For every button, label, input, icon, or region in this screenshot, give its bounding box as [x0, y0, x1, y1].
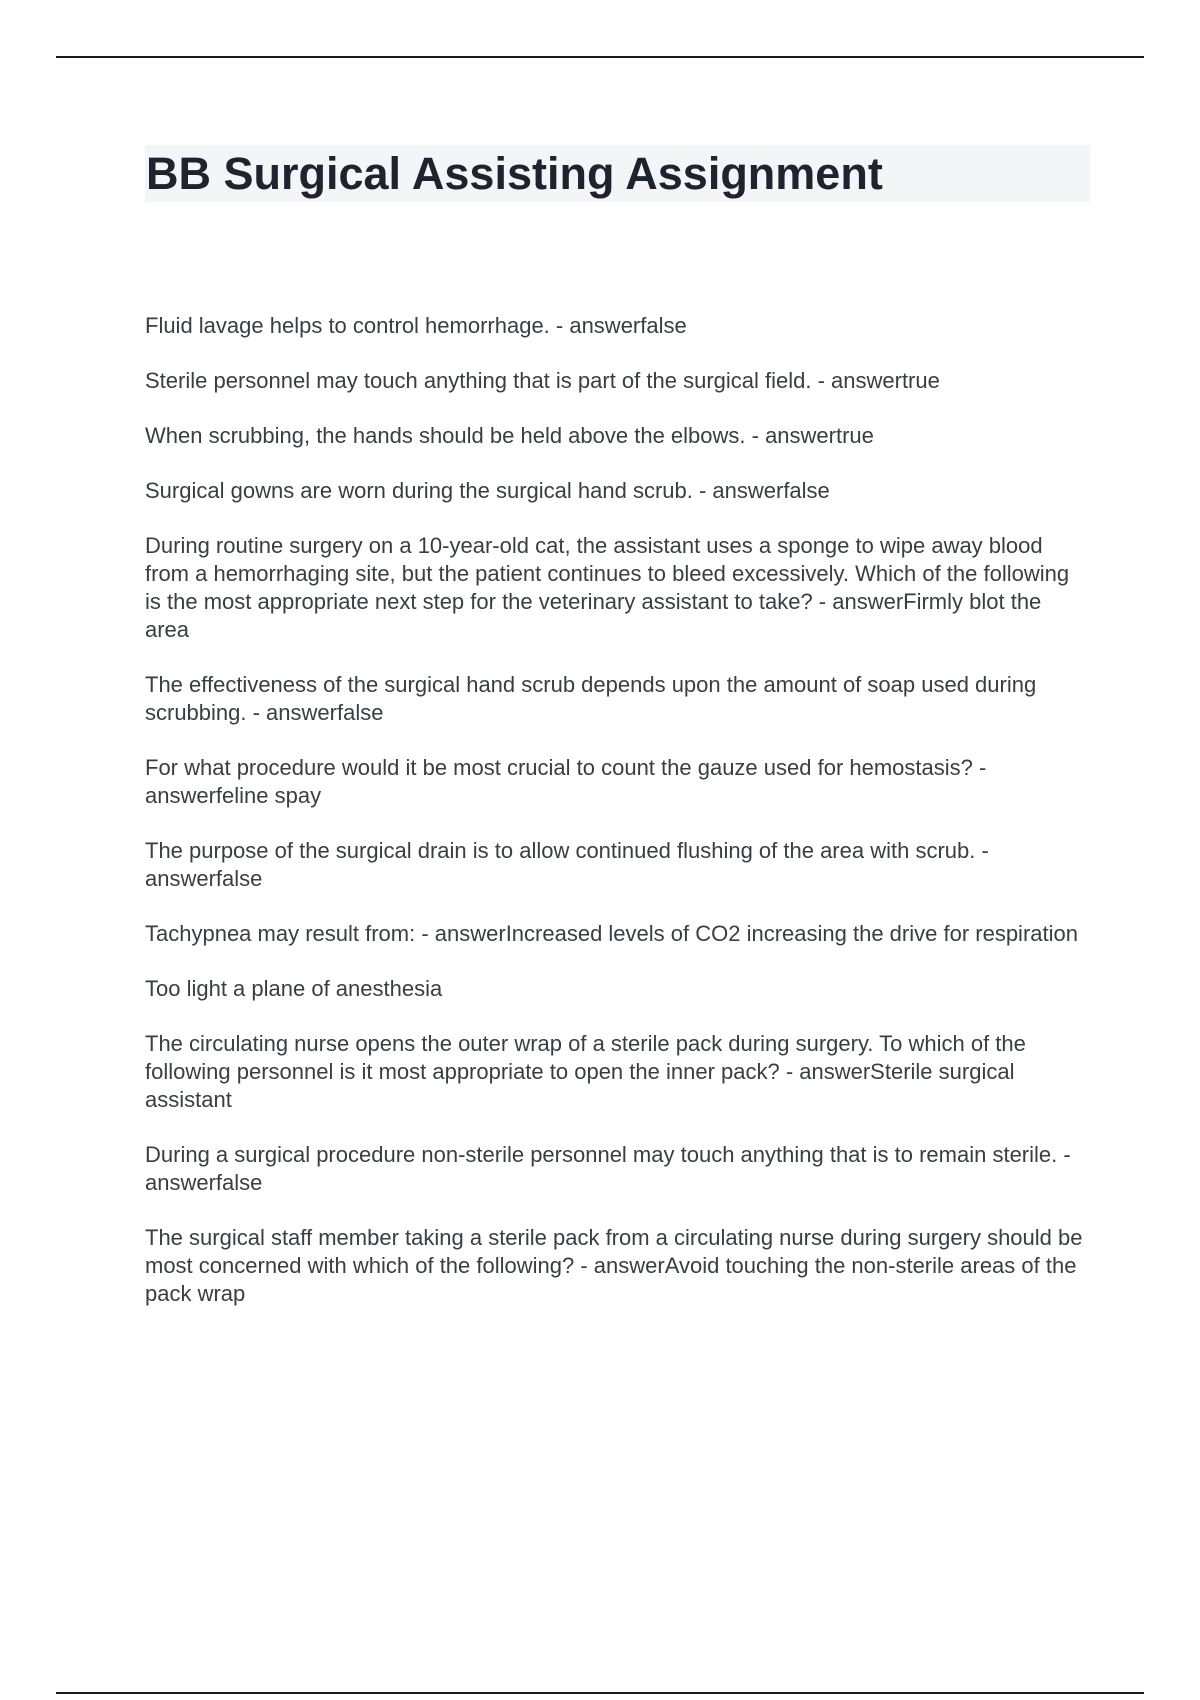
document-title: BB Surgical Assisting Assignment [146, 148, 883, 199]
top-rule [56, 56, 1144, 58]
qa-item: The effectiveness of the surgical hand scrub depends upon the amount of soap used during scrubbing. - answerfalse [145, 672, 1037, 725]
document-body [145, 145, 1090, 1335]
qa-item: Sterile personnel may touch anything that is part of the surgical field. - answertrue [145, 368, 940, 393]
qa-item: During a surgical procedure non-sterile personnel may touch anything that is to remain sterile. - answerfalse [145, 1142, 1071, 1195]
qa-item: Too light a plane of anesthesia [145, 976, 443, 1001]
qa-item: The circulating nurse opens the outer wrap of a sterile pack during surgery. To which of the following personnel is it most appropriate to open the inner pack? - answerSterile surgical assistant [145, 1031, 1026, 1112]
qa-item: The purpose of the surgical drain is to allow continued flushing of the area with scrub. - answerfalse [145, 838, 989, 891]
qa-list [145, 312, 1090, 1308]
qa-item: Surgical gowns are worn during the surgical hand scrub. - answerfalse [145, 478, 830, 503]
qa-item: When scrubbing, the hands should be held above the elbows. - answertrue [145, 423, 874, 448]
title-band [145, 145, 1090, 202]
qa-item: During routine surgery on a 10-year-old cat, the assistant uses a sponge to wipe away blood from a hemorrhaging site, but the patient continues to bleed excessively. Which of the following is the most appropriate next step for the veterinary assistant to take? - answerFirmly blot the area [145, 533, 1070, 642]
qa-item: Tachypnea may result from: - answerIncreased levels of CO2 increasing the drive for respiration [145, 921, 1078, 946]
qa-item: The surgical staff member taking a sterile pack from a circulating nurse during surgery should be most concerned with which of the following? - answerAvoid touching the non-sterile areas of the pack wrap [145, 1225, 1083, 1306]
qa-item: Fluid lavage helps to control hemorrhage. - answerfalse [145, 313, 687, 338]
qa-item: For what procedure would it be most crucial to count the gauze used for hemostasis? - answerfeline spay [145, 755, 987, 808]
bottom-rule [56, 1692, 1144, 1694]
